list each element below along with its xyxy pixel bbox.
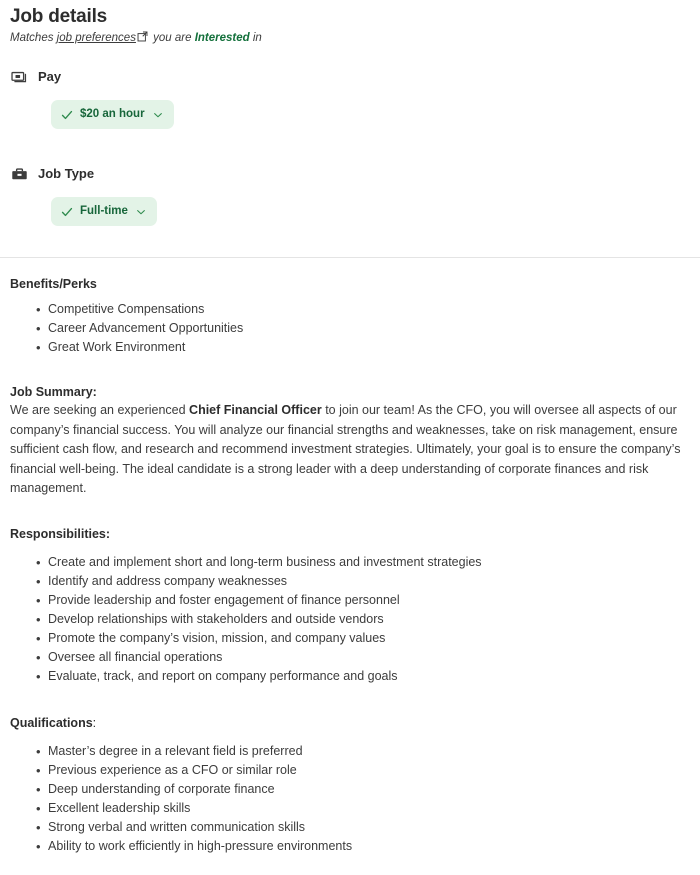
responsibilities-list — [10, 553, 690, 686]
summary-text-part1: We are seeking an experienced — [10, 403, 190, 417]
section-job-summary — [10, 357, 690, 499]
briefcase-icon — [10, 165, 28, 183]
interested-emphasis: Interested — [194, 32, 250, 44]
list-item: • Ability to work efficiently in high-pressure environments — [48, 837, 690, 856]
check-icon — [61, 206, 73, 218]
attribute-job-type-header — [10, 163, 690, 185]
job-summary-paragraph — [10, 401, 690, 499]
subtitle-prefix: Matches — [10, 32, 57, 44]
section-responsibilities — [10, 499, 690, 686]
attribute-pay-header — [10, 66, 690, 88]
subtitle-middle: you are — [149, 32, 195, 44]
list-item: • Strong verbal and written communication skills — [48, 818, 690, 837]
responsibilities-heading: Responsibilities: — [10, 526, 111, 541]
job-preferences-match-subtitle — [10, 31, 690, 47]
qualifications-heading-bold: Qualifications — [10, 715, 93, 730]
job-type-chip-label: Full-time — [80, 205, 128, 217]
list-item: • Create and implement short and long-term business and investment strategies — [48, 553, 690, 572]
list-item: • Excellent leadership skills — [48, 799, 690, 818]
subtitle-suffix: in — [249, 32, 262, 44]
summary-text-part2: to join our team! As the CFO, you will oversee all aspects of our company’s financial success. You will analyze our financial strengths and weaknesses, take on risk management, ensure sufficient cash flow, and research and recommend investment strategies. Ultimately, your goal is to ensure the company’s financial well-being. The ideal candidate is a strong leader with a deep understanding of corporate finances and risk management. — [10, 403, 681, 495]
attribute-pay-label: Pay — [38, 69, 62, 84]
list-item: • Promote the company’s vision, mission, and company values — [48, 629, 690, 648]
external-link-icon[interactable] — [137, 31, 148, 47]
list-item: • Develop relationships with stakeholders and outside vendors — [48, 610, 690, 629]
qualifications-heading-colon: : — [92, 715, 97, 730]
section-qualifications — [10, 686, 690, 856]
qualifications-list — [10, 742, 690, 856]
list-item: • Identify and address company weaknesses — [48, 572, 690, 591]
money-icon — [10, 68, 28, 86]
job-type-chip[interactable] — [51, 197, 157, 226]
pay-chip-label: $20 an hour — [80, 108, 145, 120]
attribute-job-type-label: Job Type — [38, 166, 95, 181]
list-item: • Competitive Compensations — [48, 300, 690, 319]
check-icon — [61, 109, 73, 121]
list-item: • Deep understanding of corporate finance — [48, 780, 690, 799]
job-preferences-link[interactable]: job preferences — [56, 32, 136, 44]
benefits-list — [10, 300, 690, 357]
attribute-job-type — [0, 163, 700, 226]
qualifications-heading — [10, 715, 690, 731]
attribute-pay-chip-row — [10, 100, 690, 129]
list-item: • Evaluate, track, and report on company performance and goals — [48, 667, 690, 686]
attribute-pay — [0, 66, 700, 129]
attribute-job-type-chip-row — [10, 197, 690, 226]
benefits-heading: Benefits/Perks — [10, 277, 97, 291]
list-item: • Provide leadership and foster engagement of finance personnel — [48, 591, 690, 610]
page-title: Job details — [10, 6, 108, 27]
list-item: • Great Work Environment — [48, 338, 690, 357]
job-summary-heading: Job Summary: — [10, 385, 97, 399]
list-item: • Master’s degree in a relevant field is preferred — [48, 742, 690, 761]
summary-role-bold: Chief Financial Officer — [189, 403, 322, 417]
list-item: • Previous experience as a CFO or similar role — [48, 761, 690, 780]
job-description-body — [0, 258, 700, 856]
section-benefits — [10, 258, 690, 357]
list-item: • Oversee all financial operations — [48, 648, 690, 667]
chevron-down-icon[interactable] — [136, 207, 146, 217]
header — [0, 0, 700, 47]
chevron-down-icon[interactable] — [153, 110, 163, 120]
pay-chip[interactable] — [51, 100, 174, 129]
list-item: • Career Advancement Opportunities — [48, 319, 690, 338]
